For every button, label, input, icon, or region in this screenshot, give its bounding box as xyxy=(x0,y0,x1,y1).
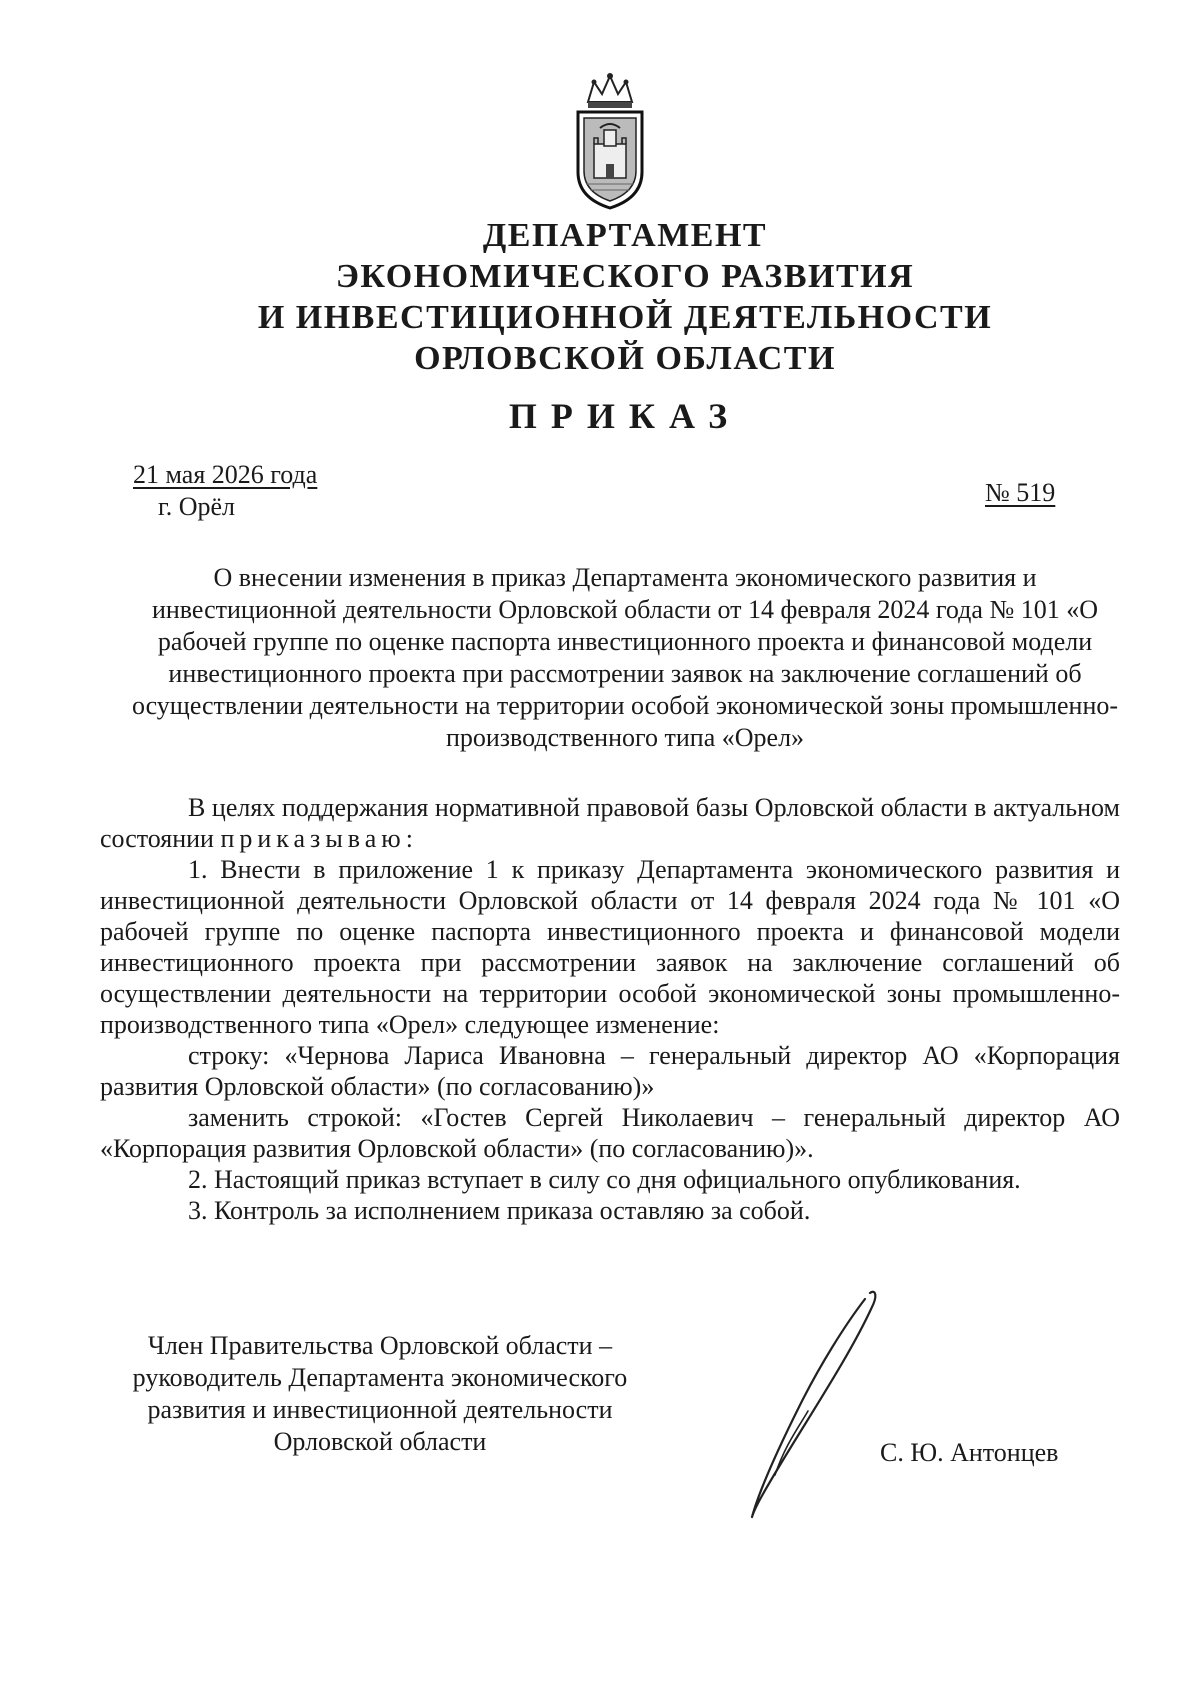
header-line: ОРЛОВСКОЙ ОБЛАСТИ xyxy=(414,340,836,377)
preamble-paragraph xyxy=(100,792,1120,854)
coat-of-arms-emblem xyxy=(560,72,660,212)
item-1-new-line: заменить строкой: «Гостев Сергей Николаевич – генеральный директор АО «Корпорация развития Орловской области» (по согласованию)». xyxy=(100,1103,1120,1163)
document-title: ПРИКАЗ xyxy=(508,396,742,436)
preamble-text: В целях поддержания нормативной правовой базы Орловской области в актуальном состоянии xyxy=(100,793,1120,853)
document-body xyxy=(100,792,1120,1226)
item-1-paragraph: 1. Внести в приложение 1 к приказу Департамента экономического развития и инвестиционной деятельности Орловской области от 14 февраля 2024 года № 101 «О рабочей группе по оценке паспорта инвестиционного проекта и финансовой модели инвестиционного проекта при рассмотрении заявок на заключение соглашений об осуществлении деятельности на территории особой экономической зоны промышленно-производственного типа «Орел» следующее изменение: xyxy=(100,855,1120,1039)
preamble-order-word: приказываю: xyxy=(220,824,418,853)
signatory-role-line: Орловской области xyxy=(273,1427,487,1456)
document-city: г. Орёл xyxy=(158,492,236,521)
signatory-role-line: руководитель Департамента экономического xyxy=(132,1363,628,1392)
handwritten-signature xyxy=(700,1285,890,1525)
signatory-role-line: развития и инвестиционной деятельности xyxy=(147,1395,613,1424)
document-date: 21 мая 2026 года xyxy=(133,460,318,489)
document-subject: О внесении изменения в приказ Департамента экономического развития и инвестиционной деятельности Орловской области от 14 февраля 2024 года № 101 «О рабочей группе по оценке паспорта инвестиционного проекта и финансовой модели инвестиционного проекта при рассмотрении заявок на заключение соглашений об осуществлении деятельности на территории особой экономической зоны промышленно-производственного типа «Орел» xyxy=(131,563,1119,752)
document-number: № 519 xyxy=(985,478,1056,507)
signatory-role-line: Член Правительства Орловской области – xyxy=(147,1331,613,1360)
department-header xyxy=(0,215,1200,379)
signatory-role xyxy=(100,1330,660,1458)
header-line: ЭКОНОМИЧЕСКОГО РАЗВИТИЯ xyxy=(335,258,915,295)
item-3-paragraph: 3. Контроль за исполнением приказа оставляю за собой. xyxy=(188,1196,811,1225)
signatory-name: С. Ю. Антонцев xyxy=(880,1438,1059,1467)
item-2-paragraph: 2. Настоящий приказ вступает в силу со дня официального опубликования. xyxy=(188,1165,1021,1194)
header-line: И ИНВЕСТИЦИОННОЙ ДЕЯТЕЛЬНОСТИ xyxy=(257,299,993,336)
item-1-old-line: строку: «Чернова Лариса Ивановна – генеральный директор АО «Корпорация развития Орловской области» (по согласованию)» xyxy=(100,1041,1120,1101)
header-line: ДЕПАРТАМЕНТ xyxy=(482,217,768,254)
